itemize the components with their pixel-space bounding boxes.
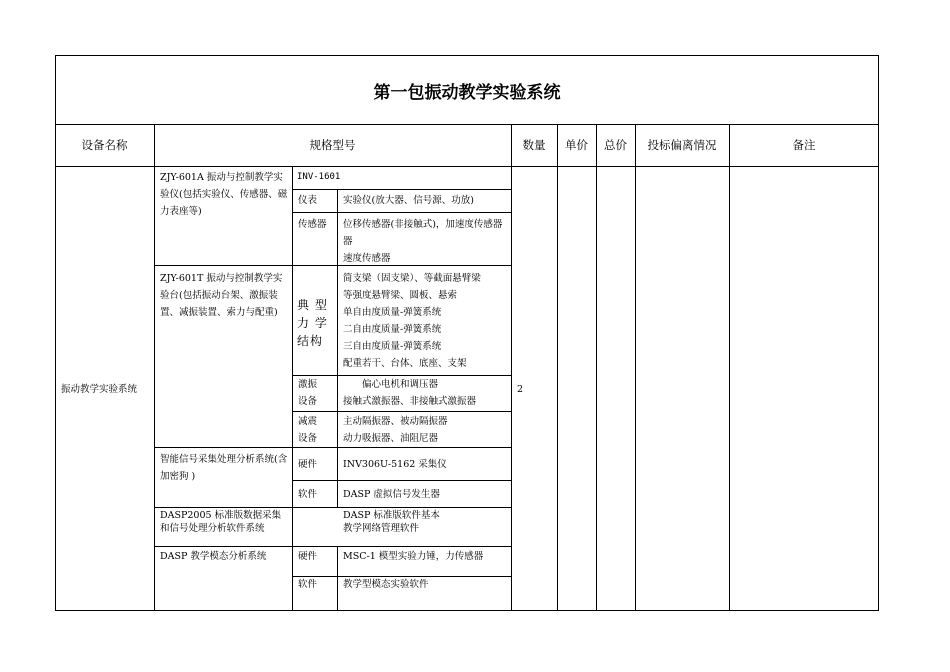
group1-row2-label: 传感器 bbox=[298, 219, 327, 230]
group2-row3-label-a: 减震 bbox=[298, 416, 318, 427]
group2-row2-value-a: 偏心电机和调压器 bbox=[362, 379, 439, 390]
group2-item-5: 三自由度质量-弹簧系统 bbox=[343, 341, 442, 352]
col-divider-6 bbox=[729, 124, 730, 611]
group4-name: DASP2005 标准版数据采集和信号处理分析软件系统 bbox=[160, 510, 282, 534]
group2-row3-value-a: 主动隔振器、被动隔振器 bbox=[343, 416, 448, 427]
group2-item-2: 等强度悬臂梁、圆板、悬索 bbox=[343, 290, 458, 301]
group4-value-b: 教学网络管理软件 bbox=[343, 523, 420, 534]
col-divider-5 bbox=[635, 124, 636, 611]
group2-row1-label: 典 型 力 学 结构 bbox=[297, 298, 328, 348]
group-divider-1 bbox=[154, 265, 511, 266]
title-divider bbox=[55, 124, 879, 125]
group-divider-3 bbox=[154, 507, 511, 508]
spec-row-line bbox=[292, 411, 511, 412]
group2-row2-label-b: 设备 bbox=[298, 396, 318, 407]
header-device-name: 设备名称 bbox=[81, 138, 128, 152]
group2-item-6: 配重若干、台体、底座、支架 bbox=[343, 358, 467, 369]
group3-row2-label: 软件 bbox=[298, 489, 318, 500]
group1-row1-value: 实验仪(放大器、信号源、功放) bbox=[343, 195, 474, 206]
col-divider-3 bbox=[557, 124, 558, 611]
header-remarks: 备注 bbox=[792, 138, 816, 152]
quantity-cell: 2 bbox=[517, 384, 524, 395]
spec-row-line bbox=[292, 212, 511, 213]
spec-subcol-2 bbox=[337, 189, 338, 507]
group3-row1-value: INV306U-5162 采集仪 bbox=[343, 459, 447, 470]
group5-row1-value: MSC-1 模型实验力锤，力传感器 bbox=[343, 551, 484, 562]
group5-row2-value: 教学型模态实验软件 bbox=[343, 579, 429, 590]
group2-row2-value-b: 接触式激振器、非接触式激振器 bbox=[343, 396, 477, 407]
spec-row-line bbox=[292, 480, 511, 481]
group3-row1-label: 硬件 bbox=[298, 459, 318, 470]
group4-value-a: DASP 标准版软件基本 bbox=[343, 510, 440, 521]
spec-subcol-1 bbox=[292, 166, 293, 611]
group5-row1-label: 硬件 bbox=[298, 551, 318, 562]
header-quantity: 数量 bbox=[522, 138, 546, 152]
group-divider-4 bbox=[154, 546, 511, 547]
header-divider bbox=[55, 166, 879, 167]
group1-row2-value-a-wrap: 器 bbox=[343, 236, 353, 247]
group1-row2-value-a: 位移传感器(非接触式)，加速度传感器 bbox=[343, 219, 503, 230]
group2-item-1: 简支梁（固支梁）、等截面悬臂梁 bbox=[343, 273, 481, 284]
header-unit-price: 单价 bbox=[565, 138, 588, 152]
group2-row3-label-b: 设备 bbox=[298, 433, 318, 444]
group2-name: ZJY-601T 振动与控制教学实验台(包括振动台架、激振装置、减振装置、索力与配重) bbox=[160, 273, 283, 318]
group3-row2-value: DASP 虚拟信号发生器 bbox=[343, 489, 440, 500]
group2-item-4: 二自由度质量-弹簧系统 bbox=[343, 324, 442, 335]
device-name-cell: 振动教学实验系统 bbox=[61, 384, 138, 395]
group2-row3-value-b: 动力吸振器、油阻尼器 bbox=[343, 433, 439, 444]
group3-name: 智能信号采集处理分析系统(含加密狗 ) bbox=[160, 454, 288, 482]
spec-subcol-2b bbox=[337, 546, 338, 611]
group1-row2-value-b: 速度传感器 bbox=[343, 253, 391, 264]
group1-model: INV-1601 bbox=[297, 172, 341, 182]
spec-row-line bbox=[292, 189, 511, 190]
page-title: 第一包振动教学实验系统 bbox=[373, 83, 561, 103]
group1-row1-label: 仪表 bbox=[298, 195, 318, 206]
group-divider-2 bbox=[154, 447, 511, 448]
header-deviation: 投标偏离情况 bbox=[647, 138, 717, 152]
group2-item-3: 单自由度质量-弹簧系统 bbox=[343, 307, 442, 318]
header-spec: 规格型号 bbox=[309, 138, 356, 152]
group1-name: ZJY-601A 振动与控制教学实验仪(包括实验仪、传感器、磁力表座等) bbox=[160, 172, 288, 217]
group5-name: DASP 教学模态分析系统 bbox=[160, 551, 267, 562]
col-divider-1 bbox=[154, 124, 155, 611]
col-divider-4 bbox=[596, 124, 597, 611]
col-divider-2 bbox=[511, 124, 512, 611]
group5-row2-label: 软件 bbox=[298, 579, 318, 590]
header-total-price: 总价 bbox=[604, 138, 627, 152]
group2-row2-label-a: 激振 bbox=[298, 379, 318, 390]
